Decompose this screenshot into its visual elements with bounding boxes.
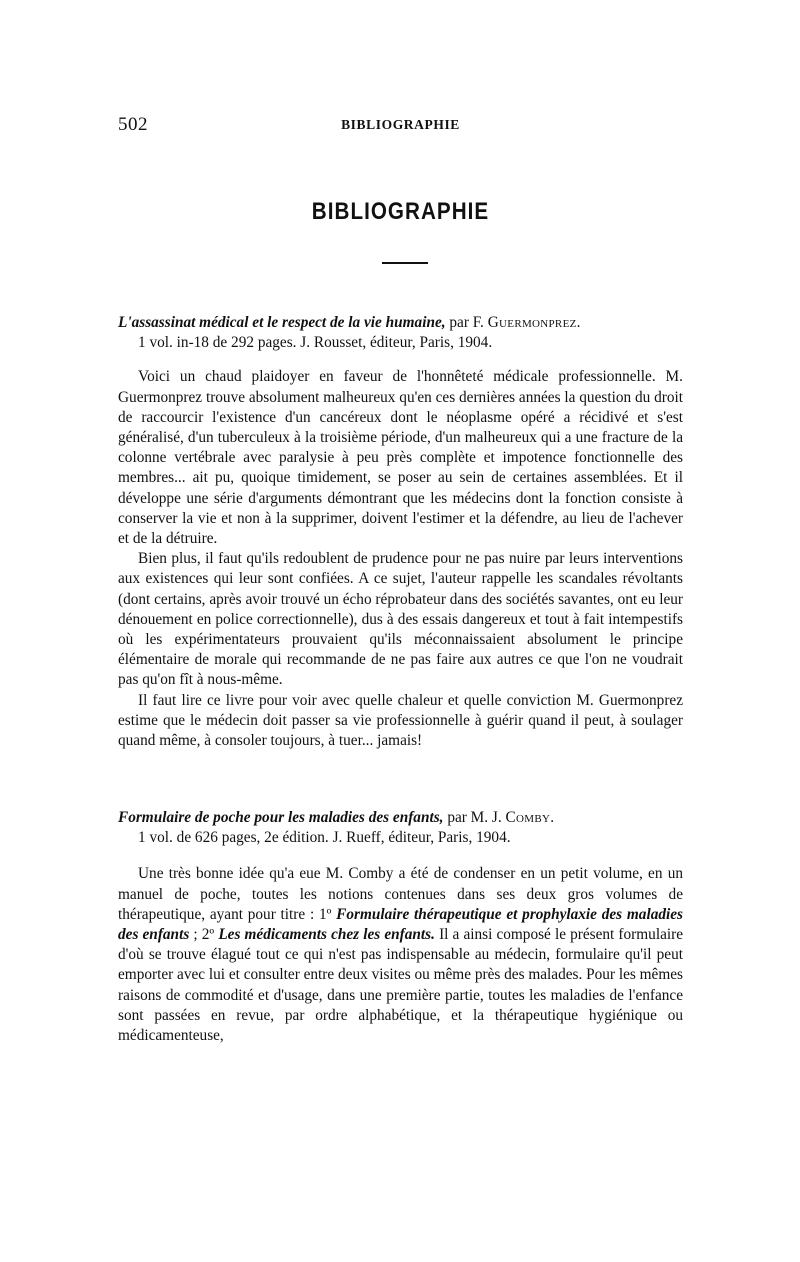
review-paragraph: Voici un chaud plaidoyer en faveur de l'honnêteté médicale professionnelle. M. Guermonprez trouve absolument malheureux qu'en ces dernières années la question du droit de raccourcir l'existence d'un cancéreux dont le néoplasme opéré a récidivé et s'est généralisé, d'un tuberculeux à la troisième période, d'un malheureux qui a une fracture de la colonne vertébrale avec paralysie à peu près complète et impotence fonctionnelle des membres... ait pu, quoique timidement, se poser au sein de certaines assemblées. Et il développe une série d'arguments démontrant que les médecins dont la fonction consiste à conserver la vie et non à la supprimer, doivent l'estimer et la défendre, au lieu de l'achever et de la détruire. — [118, 368, 683, 548]
review-paragraph: Il faut lire ce livre pour voir avec quelle chaleur et quelle conviction M. Guermonprez estime que le médecin doit passer sa vie professionnelle à guérir quand il peut, à soulager quand même, à consoler toujours, à tuer... jamais! — [118, 691, 683, 750]
citation — [118, 808, 683, 848]
bibliography-entry — [118, 313, 683, 751]
citation-details: 1 vol. in-18 de 292 pages. J. Rousset, éditeur, Paris, 1904. — [138, 334, 493, 352]
cited-title: Les médicaments chez les enfants. — [218, 926, 435, 944]
work-title: Formulaire de poche pour les maladies des enfants, — [118, 809, 444, 826]
citation-by: par F. — [445, 314, 488, 331]
author-name: Guermonprez. — [487, 314, 581, 331]
review-paragraph: Bien plus, il faut qu'ils redoublent de prudence pour ne pas nuire par leurs interventions aux existences qui leur sont confiées. A ce sujet, l'auteur rappelle les scandales révoltants (dont certains, après avoir trouvé un écho réprobateur dans des sociétés savantes, ont eu leur dénouement en police correctionnelle), dus à des essais dangereux et tout à fait intempestifs où les expérimentateurs prouvaient qu'ils méconnaissaient absolument le principe élémentaire de morale qui recommande de ne pas faire aux autres ce que l'on ne voudrait pas qu'on fît à nous-même. — [118, 550, 683, 689]
title-divider — [382, 262, 428, 264]
section-title: BIBLIOGRAPHIE — [311, 198, 490, 225]
work-title: L'assassinat médical et le respect de la vie humaine, — [118, 314, 446, 331]
review-paragraph — [118, 864, 683, 1046]
review-text-run: Une très bonne idée qu'a eue M. Comby a été de condenser en un petit volume, en un manuel de poche, toutes les notions contenues dans ses deux gros volumes de thérapeutique, ayant pour titre : 1º — [118, 865, 683, 923]
bibliography-entry — [118, 808, 683, 1046]
citation-details: 1 vol. de 626 pages, 2e édition. J. Rueff, éditeur, Paris, 1904. — [138, 829, 511, 847]
running-title: BIBLIOGRAPHIE — [341, 117, 460, 132]
review-text-run: Il a ainsi composé le présent formulaire d'où se trouve élagué tout ce qui n'est pas indispensable au médecin, formulaire qu'il peut emporter avec lui et consulter entre deux visites ou même près des malades. Pour les mêmes raisons de commodité et d'usage, dans une première partie, toutes les maladies de l'enfance sont passées en revue, par ordre alphabétique, et la thérapeutique hygiénique ou médicamenteuse, — [118, 926, 683, 1045]
document-page — [118, 0, 683, 1262]
citation — [118, 313, 683, 353]
review-text — [118, 367, 683, 751]
author-name: Comby. — [505, 809, 555, 826]
page-number: 502 — [118, 114, 148, 135]
review-text-run: ; 2º — [189, 926, 219, 944]
citation-by: par M. J. — [443, 809, 506, 826]
review-text — [118, 864, 683, 1046]
running-header — [118, 114, 683, 138]
cited-title: Formulaire thérapeutique et prophylaxie des maladies des enfants — [118, 905, 683, 944]
